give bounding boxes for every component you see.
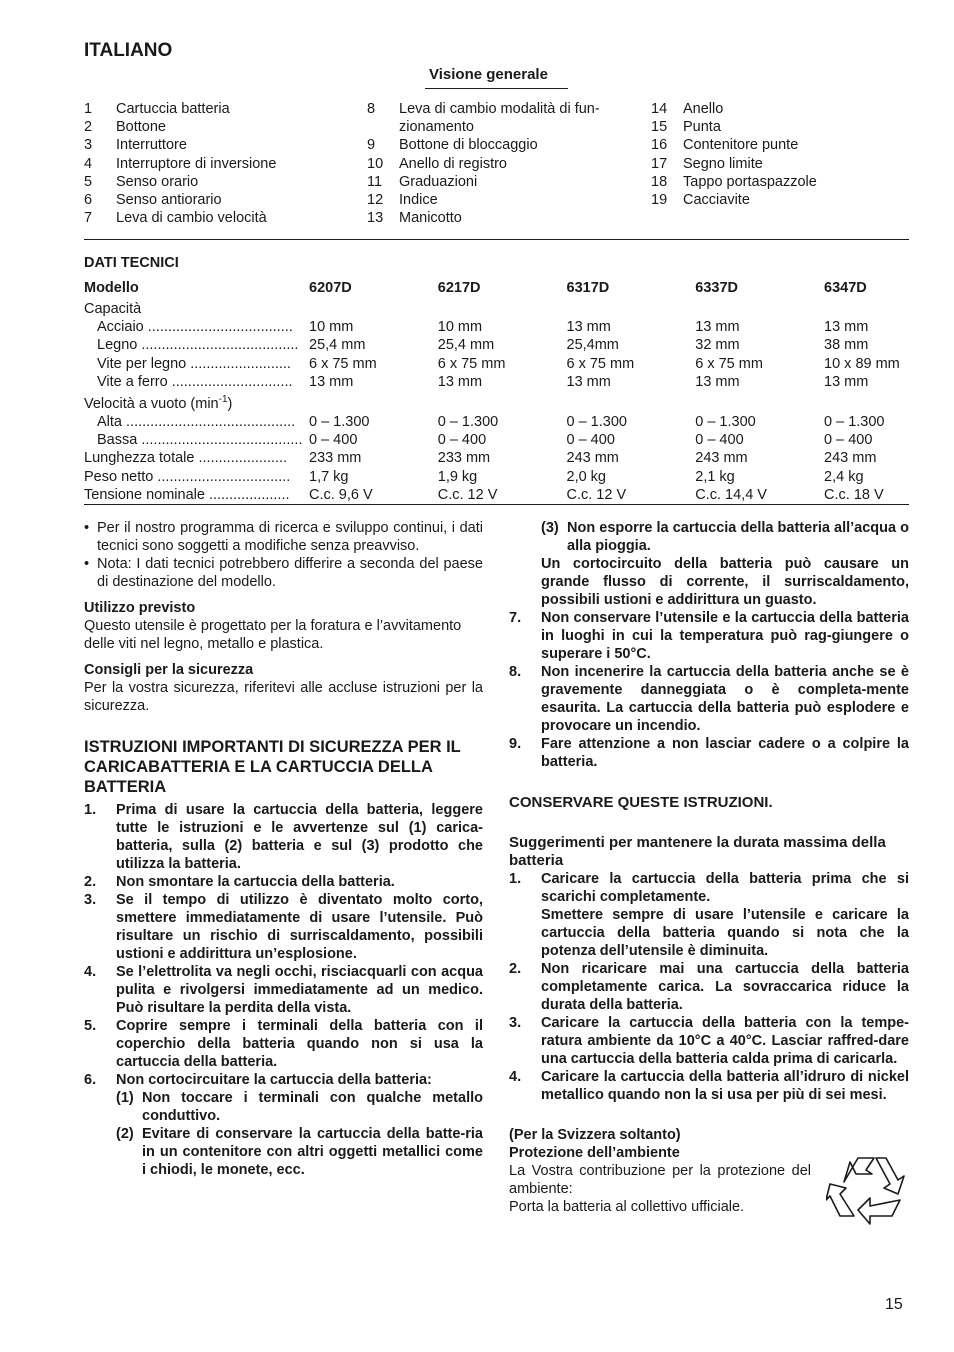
part-item bbox=[367, 209, 625, 227]
sub-item-text bbox=[142, 1089, 483, 1125]
specs-row-label: Acciaio .................................... bbox=[97, 319, 293, 336]
specs-row-label-cell bbox=[84, 486, 309, 504]
specs-cell: 6 x 75 mm bbox=[695, 355, 763, 372]
safety-instructions-list bbox=[84, 801, 483, 1089]
specs-cell: C.c. 12 V bbox=[566, 486, 627, 503]
specs-divider bbox=[84, 504, 909, 505]
part-number: 10 bbox=[367, 155, 384, 172]
specs-cell bbox=[309, 391, 438, 413]
specs-cell: 10 x 89 mm bbox=[824, 355, 900, 372]
specs-header-row bbox=[84, 279, 914, 300]
part-number: 4 bbox=[84, 155, 93, 172]
specs-row bbox=[84, 391, 914, 413]
short-circuit-note: Un cortocircuito della batteria può causare un grande flusso di corrente, il surriscaldamento, possibili ustioni e addirittura un guasto. bbox=[541, 556, 909, 608]
part-label: Interruttore bbox=[116, 137, 187, 154]
specs-row-label: Vite per legno ......................... bbox=[97, 355, 291, 372]
part-label: Tappo portaspazzole bbox=[683, 173, 817, 190]
specs-row-label-wrap bbox=[84, 318, 309, 336]
part-label: Punta bbox=[683, 119, 721, 136]
specs-model-header: 6337D bbox=[695, 280, 738, 296]
short-circuit-sub-list bbox=[84, 1089, 483, 1179]
part-number: 9 bbox=[367, 137, 376, 154]
bullet-text: Nota: I dati tecnici potrebbero differire a seconda del paese di destinazione del modello. bbox=[97, 556, 483, 590]
part-item bbox=[84, 136, 354, 154]
intended-use-text: Questo utensile è progettato per la foratura e l’avvitamento delle viti nel legno, metallo e plastica. bbox=[84, 618, 462, 652]
intended-use-title: Utilizzo previsto bbox=[84, 600, 196, 616]
part-number: 8 bbox=[367, 101, 376, 117]
part-label: Cacciavite bbox=[683, 192, 750, 209]
specs-cell: 13 mm bbox=[824, 319, 869, 336]
specs-cell: C.c. 14,4 V bbox=[695, 486, 767, 503]
specs-row bbox=[84, 486, 914, 504]
part-number: 15 bbox=[651, 119, 668, 136]
part-item bbox=[84, 173, 354, 191]
specs-row bbox=[84, 449, 914, 467]
part-label: Senso orario bbox=[116, 173, 199, 190]
tip-item bbox=[509, 1068, 909, 1104]
specs-cell bbox=[567, 391, 696, 413]
specs-row-label-cell bbox=[84, 355, 309, 373]
tip-item-text bbox=[541, 960, 909, 1014]
specs-cell: 10 mm bbox=[309, 319, 354, 336]
part-number bbox=[367, 118, 399, 136]
specs-cell: 0 – 400 bbox=[695, 432, 744, 449]
specs-row bbox=[84, 413, 914, 431]
part-label: zionamento bbox=[399, 119, 474, 136]
sub-item-number: (3) bbox=[541, 520, 559, 536]
specs-row-label: Legno ....................................... bbox=[97, 337, 299, 354]
specs-row bbox=[84, 373, 914, 391]
overview-underline bbox=[425, 88, 568, 89]
tip-item-text bbox=[541, 1068, 909, 1104]
specs-cell: 25,4 mm bbox=[309, 337, 366, 354]
sub-item bbox=[541, 519, 909, 555]
specs-cell: 1,9 kg bbox=[437, 468, 478, 485]
part-item bbox=[651, 136, 901, 154]
instruction-item bbox=[509, 735, 909, 771]
parts-list-column-3 bbox=[651, 100, 901, 209]
specs-cell: 13 mm bbox=[824, 373, 869, 390]
part-label: Bottone bbox=[116, 119, 166, 136]
instruction-item-text bbox=[116, 1017, 483, 1071]
specs-row-label: Tensione nominale .................... bbox=[84, 486, 290, 503]
part-label: Bottone di bloccaggio bbox=[399, 137, 538, 154]
specs-row bbox=[84, 336, 914, 354]
specs-table bbox=[84, 279, 914, 504]
tip-item-text-extra: Smettere sempre di usare l’utensile e caricare la cartuccia della batteria quando si nota che la potenza dell’utensile è diminuita. bbox=[541, 907, 909, 959]
specs-header-label: Modello bbox=[84, 280, 139, 296]
sub-item-text: Non esporre la cartuccia della batteria all’acqua o alla pioggia. bbox=[567, 520, 909, 554]
tip-item-number: 3. bbox=[509, 1015, 522, 1031]
specs-row-label-cell bbox=[84, 449, 309, 467]
part-item bbox=[367, 118, 625, 136]
instruction-item bbox=[509, 609, 909, 663]
instruction-item bbox=[84, 963, 483, 1017]
part-label: Segno limite bbox=[683, 155, 763, 172]
specs-cell bbox=[438, 300, 567, 318]
environment-text: La Vostra contribuzione per la protezione del ambiente: bbox=[509, 1163, 811, 1197]
swiss-note: (Per la Svizzera soltanto) bbox=[509, 1127, 681, 1143]
environment-title: Protezione dell’ambiente bbox=[509, 1145, 680, 1161]
instruction-item-text-line: Non cortocircuitare la cartuccia della batteria: bbox=[116, 1072, 432, 1088]
specs-row-label: Peso netto ................................. bbox=[84, 468, 291, 485]
specs-row-label-wrap bbox=[84, 449, 309, 467]
specs-cell: 2,1 kg bbox=[695, 468, 735, 485]
specs-row-label-wrap bbox=[84, 431, 309, 449]
instruction-item-text bbox=[116, 891, 483, 963]
environment-text-2: Porta la batteria al collettivo ufficiale. bbox=[509, 1199, 745, 1215]
part-number: 7 bbox=[84, 210, 93, 227]
part-label: Leva di cambio modalità di fun- bbox=[399, 101, 600, 117]
section-divider bbox=[84, 239, 909, 240]
tip-item bbox=[509, 870, 909, 960]
specs-cell: 6 x 75 mm bbox=[437, 355, 506, 372]
specs-cell bbox=[824, 391, 914, 413]
specs-row-label-cell bbox=[84, 373, 309, 391]
instruction-item-text bbox=[116, 801, 483, 873]
specs-cell: C.c. 12 V bbox=[437, 486, 498, 503]
tip-item bbox=[509, 960, 909, 1014]
instruction-item bbox=[509, 663, 909, 735]
specs-cell: 13 mm bbox=[437, 373, 483, 390]
specs-row-label-cell bbox=[84, 391, 309, 413]
instruction-item-text bbox=[541, 735, 909, 771]
bullet-item bbox=[84, 519, 483, 555]
specs-row-label: Alta .......................................... bbox=[97, 414, 296, 431]
sub-item bbox=[116, 1125, 483, 1179]
instruction-item-number: 2. bbox=[84, 874, 97, 890]
part-item bbox=[367, 155, 625, 173]
specs-cell: 25,4 mm bbox=[437, 337, 495, 354]
instruction-item bbox=[84, 873, 483, 891]
specs-cell: 0 – 1.300 bbox=[824, 414, 885, 431]
specs-cell bbox=[695, 300, 824, 318]
part-item bbox=[367, 173, 625, 191]
specs-row-label-wrap bbox=[84, 413, 309, 431]
safety-instructions-list-continued bbox=[509, 609, 909, 771]
part-label: Graduazioni bbox=[399, 173, 478, 190]
parts-list-column-2 bbox=[367, 100, 625, 227]
part-item bbox=[651, 100, 901, 118]
part-item bbox=[651, 118, 901, 136]
unit-superscript: -1 bbox=[218, 394, 228, 406]
specs-row-label-wrap bbox=[84, 336, 309, 354]
instruction-item bbox=[84, 1017, 483, 1071]
part-item bbox=[84, 118, 354, 136]
specs-row-label: Velocità a vuoto (min bbox=[84, 395, 219, 412]
instruction-item-number: 6. bbox=[84, 1072, 97, 1088]
instruction-item-text bbox=[116, 1071, 483, 1089]
specs-row-label-wrap bbox=[84, 468, 309, 486]
instruction-item-text-line: Se l’elettrolita va negli occhi, risciacquarli con acqua pulita e rivolgersi immediatamente ad un medico. Può risultare la perdita della vista. bbox=[116, 964, 483, 1016]
specs-cell: 1,7 kg bbox=[309, 468, 349, 485]
safety-tips-text: Per la vostra sicurezza, riferitevi alle accluse istruzioni per la sicurezza. bbox=[84, 680, 483, 714]
instruction-item-number: 8. bbox=[509, 664, 522, 680]
part-number: 5 bbox=[84, 173, 93, 190]
safety-instructions-heading: ISTRUZIONI IMPORTANTI DI SICUREZZA PER IL CARICABATTERIA E LA CARTUCCIA DELLA BATTERIA bbox=[84, 738, 461, 796]
specs-row-label-cell bbox=[84, 318, 309, 336]
sub-item-number: (1) bbox=[116, 1090, 134, 1106]
part-label: Leva di cambio velocità bbox=[116, 210, 267, 227]
specs-cell: 2,4 kg bbox=[824, 468, 864, 485]
instruction-item-number: 5. bbox=[84, 1018, 97, 1034]
specs-row-label-cell bbox=[84, 468, 309, 486]
specs-row-label-wrap bbox=[84, 300, 309, 318]
specs-row bbox=[84, 431, 914, 449]
specs-cell: 233 mm bbox=[309, 450, 362, 467]
specs-title: DATI TECNICI bbox=[84, 255, 179, 271]
tip-item-number: 1. bbox=[509, 871, 522, 887]
instruction-item-text-line: Prima di usare la cartuccia della batteria, leggere tutte le istruzioni e le avvertenze sul (1) carica-batteria, sulla (2) batteria e sul (3) prodotto che utilizza la batteria. bbox=[116, 802, 483, 872]
specs-row-label-cell bbox=[84, 413, 309, 431]
specs-model-header: 6317D bbox=[566, 280, 610, 296]
battery-tips-heading: Suggerimenti per mantenere la durata massima della batteria bbox=[509, 834, 886, 869]
instruction-item-text-line: Fare attenzione a non lasciar cadere o a colpire la batteria. bbox=[541, 736, 909, 770]
specs-cell: C.c. 9,6 V bbox=[309, 486, 373, 503]
part-label: Senso antiorario bbox=[116, 192, 222, 209]
specs-cell: 6 x 75 mm bbox=[309, 355, 377, 372]
part-number: 18 bbox=[651, 173, 668, 190]
tip-item-text bbox=[541, 1014, 909, 1068]
specs-row-label-cell bbox=[84, 431, 309, 449]
instruction-item-text bbox=[116, 963, 483, 1017]
part-label: Manicotto bbox=[399, 210, 462, 227]
specs-cell: 10 mm bbox=[437, 319, 483, 336]
tip-item-text-line: Caricare la cartuccia della batteria all’idruro di nickel metallico quando non la si usa per più di sei mesi. bbox=[541, 1069, 909, 1103]
specs-cell bbox=[824, 300, 914, 318]
part-item bbox=[367, 100, 625, 118]
instruction-item-number: 1. bbox=[84, 802, 97, 818]
instruction-item bbox=[84, 891, 483, 963]
specs-row-label-wrap bbox=[84, 373, 309, 391]
specs-cell: 0 – 400 bbox=[566, 432, 615, 449]
specs-cell: 0 – 400 bbox=[437, 432, 487, 449]
part-item bbox=[651, 191, 901, 209]
instruction-item-text bbox=[541, 663, 909, 735]
specs-cell bbox=[567, 300, 696, 318]
part-item bbox=[367, 136, 625, 154]
specs-cell: C.c. 18 V bbox=[824, 486, 884, 503]
instruction-item-text-line: Se il tempo di utilizzo è diventato molto corto, smettere immediatamente di usare l’utensile. Può risultare un rischio di surriscaldamento, possibili ustioni e addirittura un’esplosione. bbox=[116, 892, 483, 962]
instruction-item-text-line: Coprire sempre i terminali della batteria con il coperchio della batteria quando non si usa la cartuccia della batteria. bbox=[116, 1018, 483, 1070]
part-label: Anello di registro bbox=[399, 155, 507, 172]
specs-cell: 233 mm bbox=[437, 450, 491, 467]
part-number: 6 bbox=[84, 192, 93, 209]
sub-item-text-line: Evitare di conservare la cartuccia della batte-ria in un contenitore con altri oggetti metallici come i chiodi, le monete, ecc. bbox=[142, 1126, 483, 1178]
specs-row bbox=[84, 355, 914, 373]
part-number: 19 bbox=[651, 192, 668, 209]
part-number: 1 bbox=[84, 101, 93, 117]
specs-row-label: Vite a ferro .............................. bbox=[97, 373, 293, 390]
specs-row bbox=[84, 468, 914, 486]
specs-cell: 0 – 1.300 bbox=[695, 414, 756, 431]
specs-row bbox=[84, 300, 914, 318]
specs-cell bbox=[438, 391, 567, 413]
specs-model-header: 6347D bbox=[824, 280, 867, 296]
part-item bbox=[651, 155, 901, 173]
specs-cell: 25,4mm bbox=[566, 337, 619, 354]
page-number: 15 bbox=[885, 1296, 903, 1313]
specs-row-label: Capacità bbox=[84, 301, 142, 317]
part-item bbox=[84, 155, 354, 173]
part-number: 16 bbox=[651, 137, 668, 154]
sub-item-number: (2) bbox=[116, 1126, 134, 1142]
specs-row-label-wrap bbox=[84, 391, 309, 413]
specs-cell bbox=[695, 391, 824, 413]
part-number: 12 bbox=[367, 192, 384, 209]
specs-cell: 0 – 1.300 bbox=[437, 414, 499, 431]
instruction-item-number: 4. bbox=[84, 964, 97, 980]
specs-cell: 6 x 75 mm bbox=[566, 355, 635, 372]
part-label: Anello bbox=[683, 101, 724, 117]
right-column bbox=[509, 519, 909, 1216]
recycle-icon bbox=[826, 1150, 906, 1226]
part-item bbox=[367, 191, 625, 209]
tip-item-number: 2. bbox=[509, 961, 522, 977]
part-item bbox=[651, 173, 901, 191]
specs-row-label-cell bbox=[84, 300, 309, 318]
specs-row-label-cell bbox=[84, 336, 309, 354]
bullet-item bbox=[84, 555, 483, 591]
specs-cell: 32 mm bbox=[695, 337, 740, 354]
bullet-text: Per il nostro programma di ricerca e sviluppo continui, i dati tecnici sono soggetti a modifiche senza preavviso. bbox=[97, 520, 483, 554]
bullet-mark: • bbox=[84, 556, 90, 572]
specs-cell: 13 mm bbox=[566, 373, 611, 390]
tip-item-text-line: Caricare la cartuccia della batteria prima che si scarichi completamente. bbox=[541, 871, 909, 905]
instruction-item-text-line: Non conservare l’utensile e la cartuccia della batteria in luoghi in cui la temperatura può rag-giungere o superare i 50°C. bbox=[541, 610, 909, 662]
instruction-item-number: 7. bbox=[509, 610, 522, 626]
specs-row bbox=[84, 318, 914, 336]
specs-cell: 243 mm bbox=[824, 450, 877, 467]
specs-cell: 38 mm bbox=[824, 337, 869, 354]
instruction-item-number: 3. bbox=[84, 892, 97, 908]
part-label: Interruptore di inversione bbox=[116, 155, 277, 172]
instruction-item bbox=[84, 801, 483, 873]
specs-cell: 243 mm bbox=[566, 450, 619, 467]
part-label: Contenitore punte bbox=[683, 137, 799, 154]
sub-item-text-line: Non toccare i terminali con qualche metallo conduttivo. bbox=[142, 1090, 483, 1124]
specs-cell: 13 mm bbox=[695, 373, 740, 390]
instruction-item bbox=[84, 1071, 483, 1089]
specs-cell: 13 mm bbox=[695, 319, 740, 336]
part-item bbox=[84, 209, 354, 227]
instruction-item-text-line: Non incenerire la cartuccia della batteria anche se è gravemente danneggiata o è completa-mente esaurita. La cartuccia della batteria può esplodere e provocare un incendio. bbox=[541, 664, 909, 734]
tip-item-text-line: Non ricaricare mai una cartuccia della batteria completamente carica. La sovraccarica riduce la durata della batteria. bbox=[541, 961, 909, 1013]
instruction-item-text-line: Non smontare la cartuccia della batteria. bbox=[116, 874, 395, 890]
save-instructions-heading: CONSERVARE QUESTE ISTRUZIONI. bbox=[509, 794, 773, 811]
part-item bbox=[84, 100, 354, 118]
part-number: 17 bbox=[651, 155, 668, 172]
part-item bbox=[84, 191, 354, 209]
part-number: 14 bbox=[651, 101, 668, 117]
specs-cell: 0 – 400 bbox=[309, 432, 358, 449]
specs-cell: 0 – 1.300 bbox=[566, 414, 627, 431]
specs-row-label-wrap bbox=[84, 486, 309, 504]
tip-item-text bbox=[541, 870, 909, 960]
overview-title: Visione generale bbox=[429, 66, 548, 83]
left-column bbox=[84, 519, 483, 1179]
safety-tips-title: Consigli per la sicurezza bbox=[84, 662, 254, 678]
parts-list-column-1 bbox=[84, 100, 354, 227]
specs-row-label: Lunghezza totale ...................... bbox=[84, 450, 288, 467]
instruction-item-text bbox=[541, 609, 909, 663]
instruction-item-number: 9. bbox=[509, 736, 522, 752]
bullet-mark: • bbox=[84, 520, 90, 536]
part-number: 11 bbox=[367, 173, 383, 190]
specs-row-label: Bassa ........................................ bbox=[97, 432, 303, 449]
specs-model-header: 6217D bbox=[437, 280, 481, 296]
part-number: 13 bbox=[367, 210, 384, 227]
part-label: Cartuccia batteria bbox=[116, 101, 230, 117]
part-number: 2 bbox=[84, 119, 93, 136]
specs-cell: 13 mm bbox=[309, 373, 354, 390]
specs-model-header: 6207D bbox=[309, 280, 352, 296]
specs-row-label-end: ) bbox=[227, 395, 233, 412]
tip-item-number: 4. bbox=[509, 1069, 522, 1085]
sub-item-text bbox=[142, 1125, 483, 1179]
sub-item bbox=[116, 1089, 483, 1125]
tip-item-text-line: Caricare la cartuccia della batteria con la tempe-ratura ambiente da 10°C a 40°C. Lasciar raffred-dare una cartuccia della batteria calda prima di caricarla. bbox=[541, 1015, 909, 1067]
specs-row-label-wrap bbox=[84, 355, 309, 373]
part-label: Indice bbox=[399, 192, 438, 209]
battery-tips-list bbox=[509, 870, 909, 1104]
specs-cell: 2,0 kg bbox=[566, 468, 606, 485]
tip-item bbox=[509, 1014, 909, 1068]
specs-cell: 0 – 400 bbox=[824, 432, 873, 449]
specs-cell bbox=[309, 300, 438, 318]
language-heading: ITALIANO bbox=[84, 40, 173, 61]
specs-cell: 0 – 1.300 bbox=[309, 414, 370, 431]
instruction-item-text bbox=[116, 873, 483, 891]
specs-cell: 13 mm bbox=[566, 319, 611, 336]
part-number: 3 bbox=[84, 137, 93, 154]
specs-cell: 243 mm bbox=[695, 450, 748, 467]
